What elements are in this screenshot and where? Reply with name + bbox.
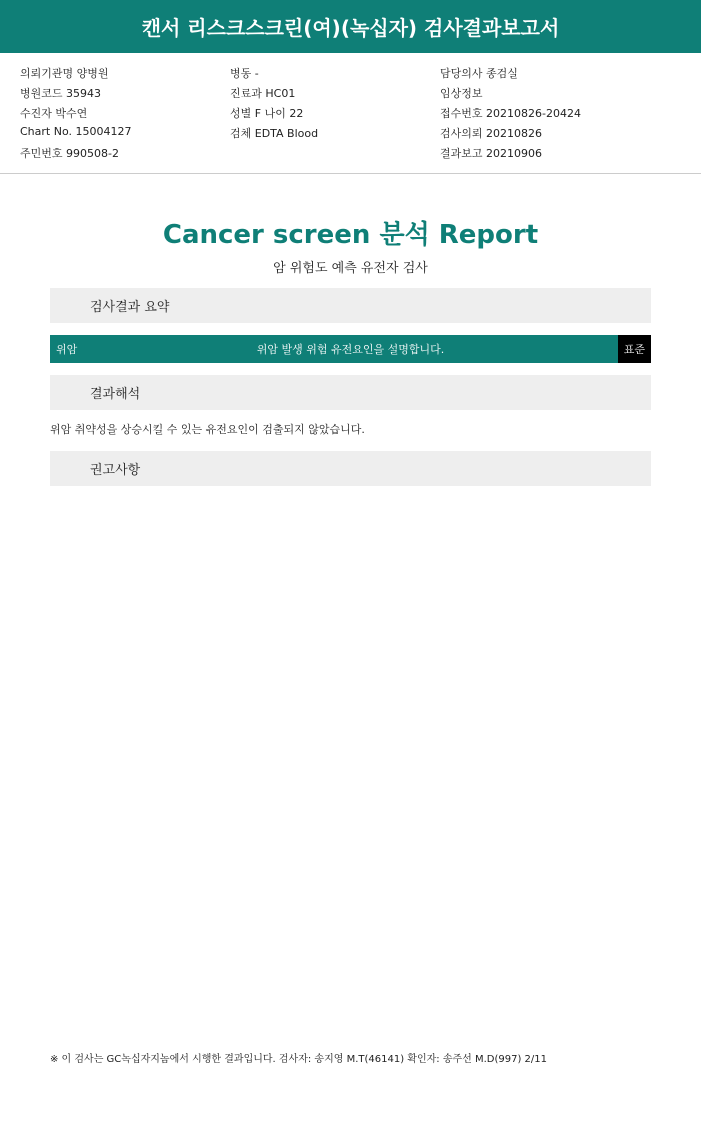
summary-header: 검사결과 요약: [50, 288, 651, 323]
report-title: 캔서 리스크스크린(여)(녹십자) 검사결과보고서: [0, 0, 701, 53]
interpretation-text: 위암 취약성을 상승시킬 수 있는 유전요인이 검출되지 않았습니다.: [50, 423, 365, 436]
subtitle: 암 위험도 예측 유전자 검사: [273, 261, 428, 276]
brand-title: Cancer screen 분석 Report: [162, 220, 539, 250]
advice-header: 권고사항: [50, 451, 651, 486]
cancer-bar: 위암 위암 발생 위험 유전요인을 설명합니다. 표준: [50, 335, 651, 363]
meta-grid: 의뢰기관명 양병원 병동 - 담당의사 종검실 병원코드 35943 진료과 HC01 임상정보 수진자 박수연 성별 F 나이 22 접수번호 20210826-20424 Chart No. 15004127 검체 EDTA Blood 검사의뢰 20210826 주민번호 990508-2 결과보고 20210906: [0, 53, 701, 174]
footer: ※ 이 검사는 GC녹십자지놈에서 시행한 결과입니다. 검사자: 송지영 M.T(46141) 확인자: 송주선 M.D(997) 2/11: [50, 1054, 548, 1065]
interpretation-header: 결과해석: [50, 375, 651, 410]
